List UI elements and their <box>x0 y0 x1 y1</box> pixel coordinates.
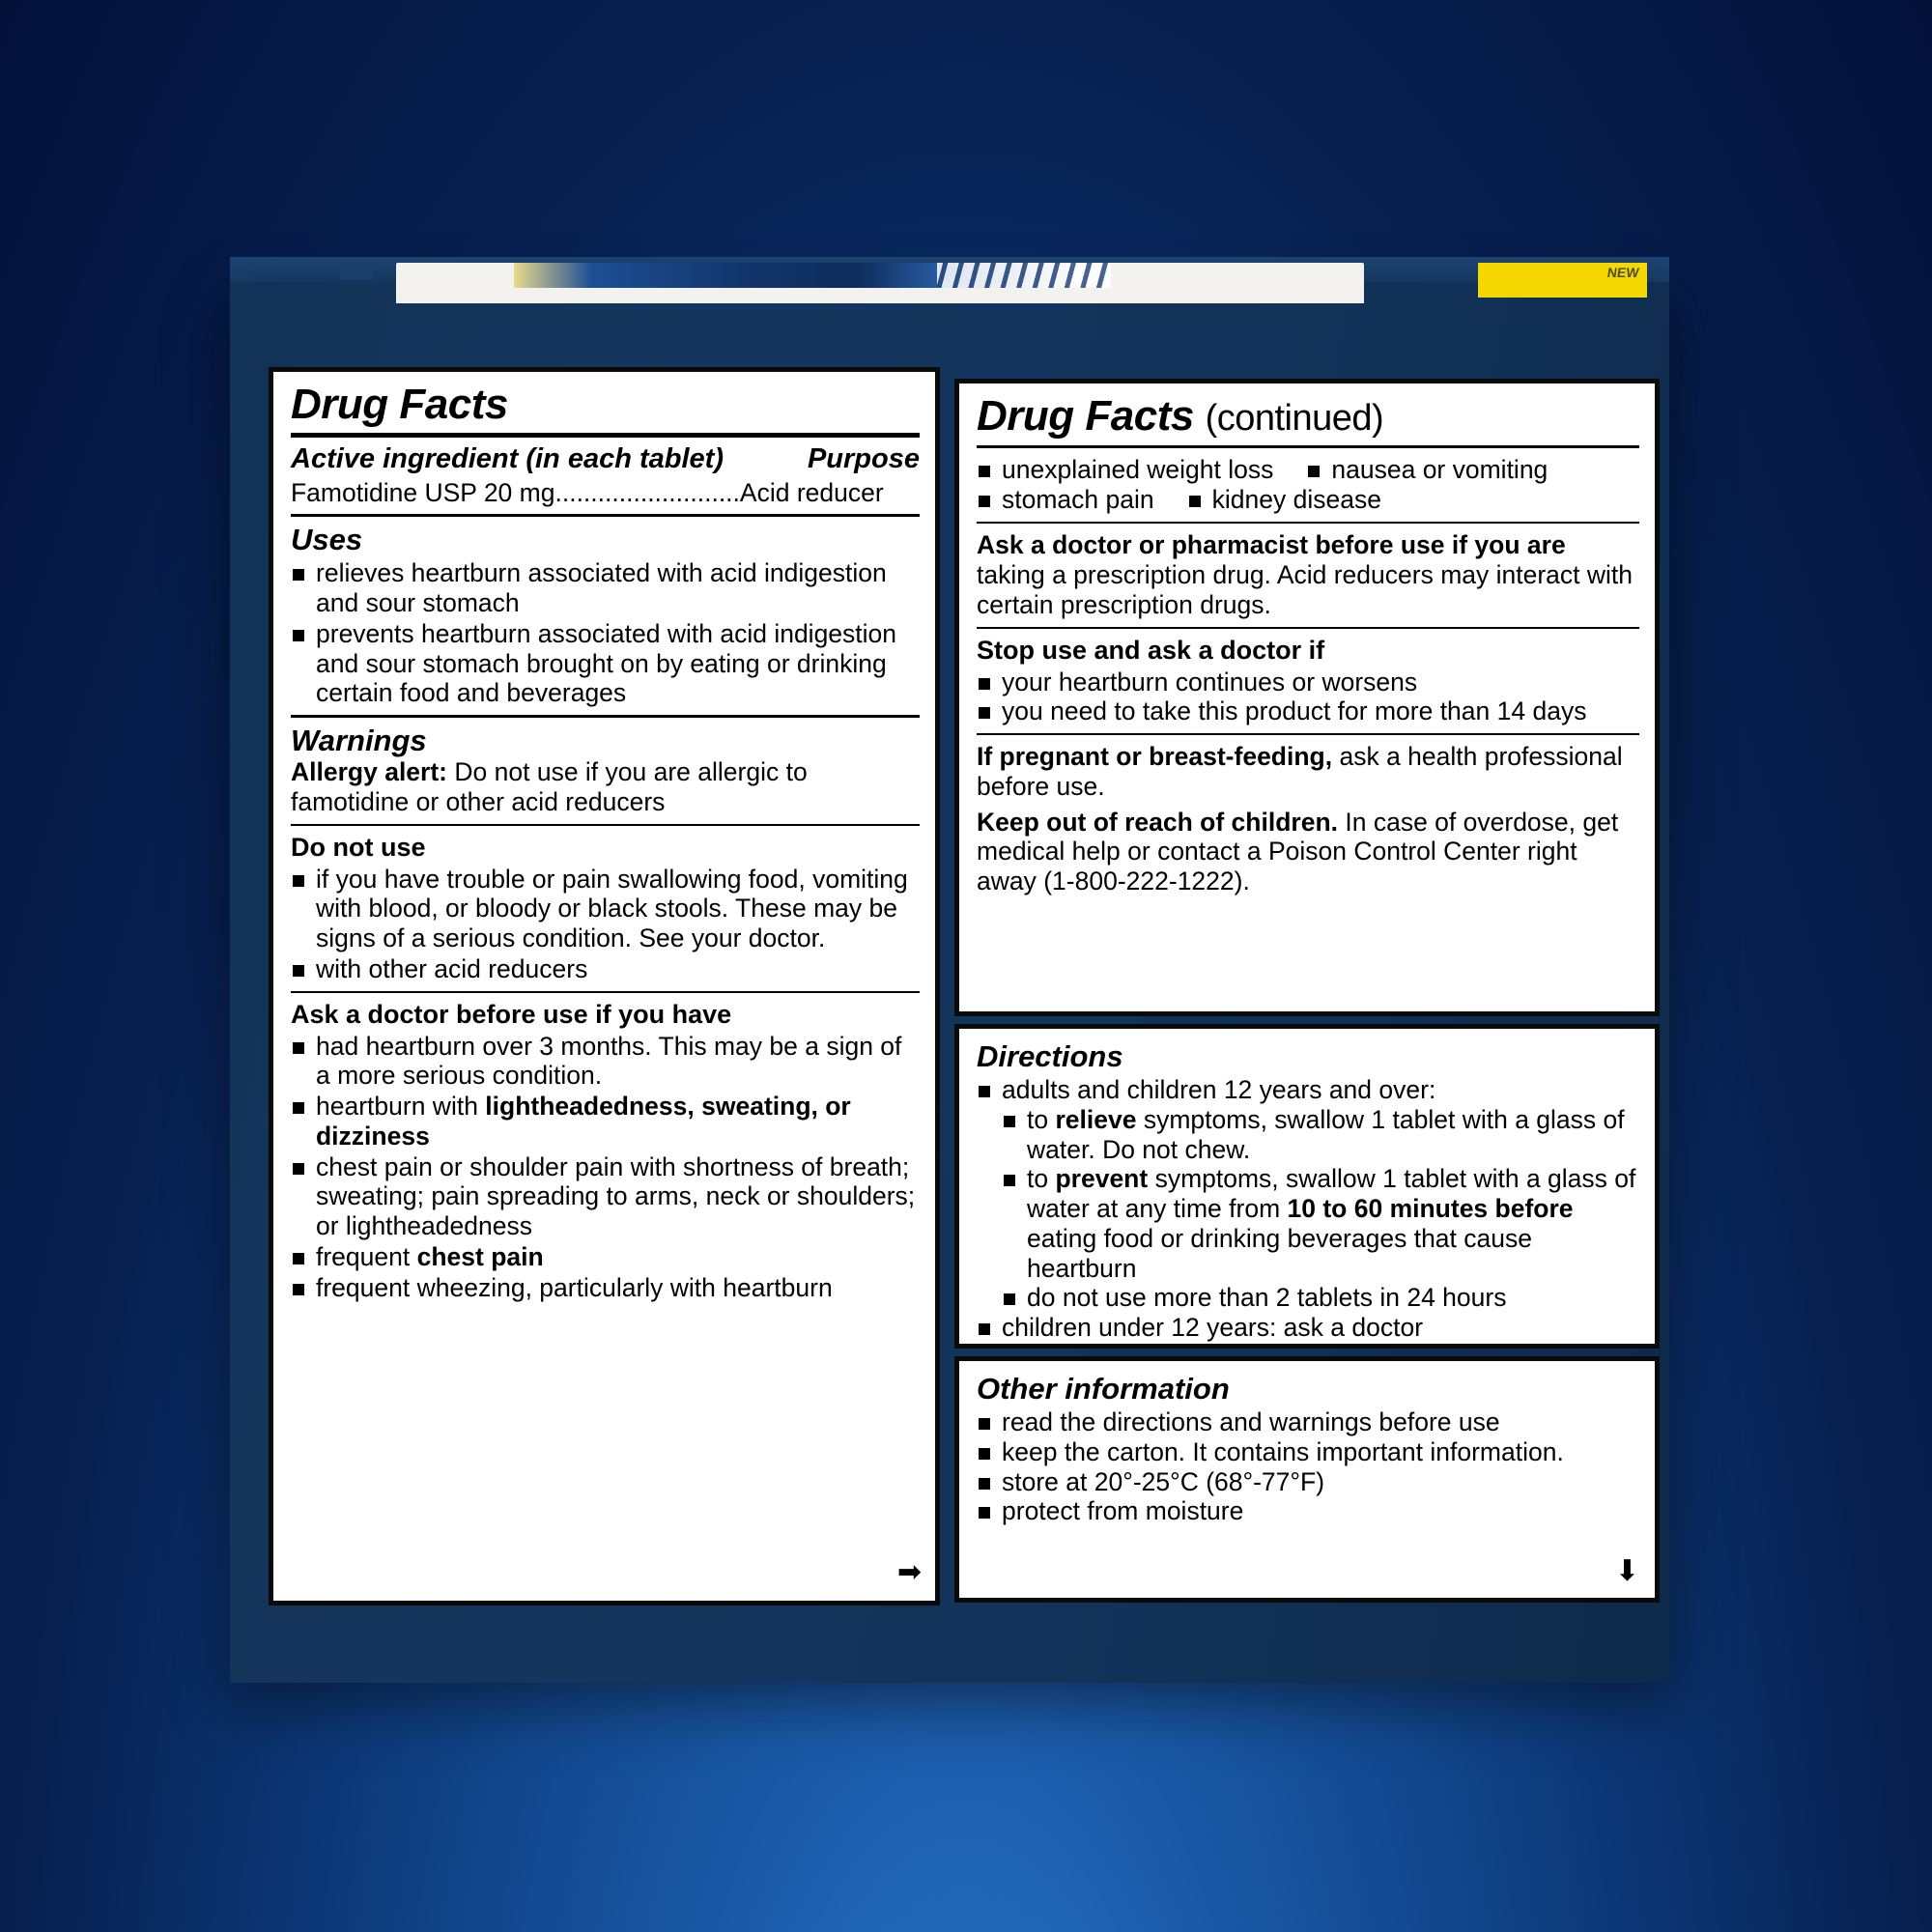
list-item: relieves heartburn associated with acid indigestion and sour stomach <box>291 558 920 617</box>
divider <box>977 733 1639 735</box>
children-section <box>977 808 1639 896</box>
warnings-heading: Warnings <box>291 724 427 758</box>
drug-facts-panel-other-information <box>954 1356 1660 1603</box>
pregnancy-bold: If pregnant or breast-feeding, <box>977 742 1333 772</box>
divider <box>291 514 920 517</box>
other-information-list <box>977 1407 1639 1526</box>
active-ingredient-heading: Active ingredient (in each tablet) <box>291 442 724 474</box>
list-item: prevents heartburn associated with acid indigestion and sour stomach brought on by eating or drinking certain food and beverages <box>291 619 920 708</box>
carton-yellow-burst <box>1478 263 1647 298</box>
divider <box>291 433 920 438</box>
carton-burst-label: NEW <box>1606 265 1641 280</box>
carton-flap-notch <box>340 265 373 280</box>
divider <box>977 522 1639 524</box>
pregnancy-text: ask a health professional before use. <box>977 742 1623 801</box>
divider <box>977 627 1639 629</box>
do-not-use-list <box>291 865 920 984</box>
list-item: children under 12 years: ask a doctor <box>977 1313 1639 1343</box>
list-item: frequent chest pain <box>291 1242 920 1272</box>
list-item: nausea or vomiting <box>1306 455 1548 485</box>
ask-doctor-list <box>291 1032 920 1303</box>
list-item: do not use more than 2 tablets in 24 hours <box>1002 1283 1639 1313</box>
do-not-use-heading: Do not use <box>291 832 426 862</box>
drug-facts-title: Drug Facts <box>291 381 508 428</box>
allergy-alert-label: Allergy alert: <box>291 757 448 787</box>
list-item: protect from moisture <box>977 1496 1639 1526</box>
directions-heading: Directions <box>977 1039 1123 1073</box>
ask-doctor-heading: Ask a doctor before use if you have <box>291 999 732 1029</box>
list-item: kidney disease <box>1187 485 1381 515</box>
list-item: had heartburn over 3 months. This may be a sign of a more serious condition. <box>291 1032 920 1091</box>
list-item: store at 20°-25°C (68°-77°F) <box>977 1467 1639 1497</box>
drug-facts-panel-directions <box>954 1024 1660 1349</box>
list-item <box>977 1075 1639 1313</box>
list-item: to prevent symptoms, swallow 1 tablet with a glass of water at any time from 10 to 60 minutes before eating food or drinking beverages that cause heartburn <box>1002 1164 1639 1283</box>
list-item: read the directions and warnings before use <box>977 1407 1639 1437</box>
pregnancy-section <box>977 742 1639 801</box>
purpose-heading: Purpose <box>807 442 920 474</box>
continue-right-arrow-icon: ➡ <box>896 1556 922 1588</box>
uses-section <box>291 524 920 708</box>
list-item: to relieve symptoms, swallow 1 tablet with a glass of water. Do not chew. <box>1002 1105 1639 1164</box>
carton-top-graphic-band <box>396 263 1364 303</box>
list-item: chest pain or shoulder pain with shortness of breath; sweating; pain spreading to arms, neck or shoulders; or lightheadedness <box>291 1152 920 1241</box>
other-information-heading: Other information <box>977 1372 1230 1406</box>
ask-pharmacist-section <box>977 530 1639 619</box>
ask-pharmacist-text: taking a prescription drug. Acid reducers may interact with certain prescription drugs. <box>977 560 1634 619</box>
divider <box>291 991 920 993</box>
list-item: frequent wheezing, particularly with heartburn <box>291 1273 920 1303</box>
ask-pharmacist-bold: Ask a doctor or pharmacist before use if you are <box>977 530 1566 560</box>
divider <box>291 715 920 718</box>
stop-use-heading: Stop use and ask a doctor if <box>977 635 1325 665</box>
list-item: stomach pain <box>977 485 1154 515</box>
list-item: heartburn with lightheadedness, sweating, or dizziness <box>291 1092 920 1151</box>
stop-use-list <box>977 668 1639 726</box>
drug-facts-title-text: Drug Facts <box>977 392 1194 440</box>
carton-front-art-pattern <box>937 263 1111 288</box>
drug-facts-panel-left <box>269 367 940 1605</box>
divider <box>291 824 920 826</box>
active-ingredient-line: Famotidine USP 20 mg..........................Acid reducer <box>291 477 884 507</box>
uses-heading: Uses <box>291 523 363 557</box>
list-item: with other acid reducers <box>291 954 920 984</box>
continue-down-arrow-icon: ⬇ <box>1614 1555 1639 1587</box>
list-item: you need to take this product for more than 14 days <box>977 696 1639 726</box>
drug-facts-continued-suffix: (continued) <box>1205 398 1384 439</box>
allergy-alert <box>291 757 920 816</box>
drug-facts-continued-title <box>977 392 1639 440</box>
directions-sublist <box>1002 1105 1639 1313</box>
ask-doctor-continued-list-2 <box>977 485 1639 515</box>
warnings-section <box>291 724 920 1302</box>
children-text: In case of overdose, get medical help or contact a Poison Control Center right away (1-800-222-1222). <box>977 807 1619 896</box>
list-item: if you have trouble or pain swallowing food, vomiting with blood, or bloody or black stools. These may be signs of a serious condition. See your doctor. <box>291 865 920 953</box>
list-item: unexplained weight loss <box>977 455 1273 485</box>
active-ingredient-section <box>291 443 920 507</box>
list-item: keep the carton. It contains important information. <box>977 1437 1639 1467</box>
divider <box>977 445 1639 448</box>
uses-list <box>291 558 920 708</box>
ask-doctor-continued-list <box>977 455 1639 485</box>
list-item: your heartburn continues or worsens <box>977 668 1639 697</box>
directions-adults-label: adults and children 12 years and over: <box>1002 1075 1436 1105</box>
drug-facts-panel-right-top <box>954 379 1660 1016</box>
directions-list <box>977 1075 1639 1343</box>
allergy-alert-text: Do not use if you are allergic to famotidine or other acid reducers <box>291 757 808 816</box>
children-bold: Keep out of reach of children. <box>977 807 1338 837</box>
